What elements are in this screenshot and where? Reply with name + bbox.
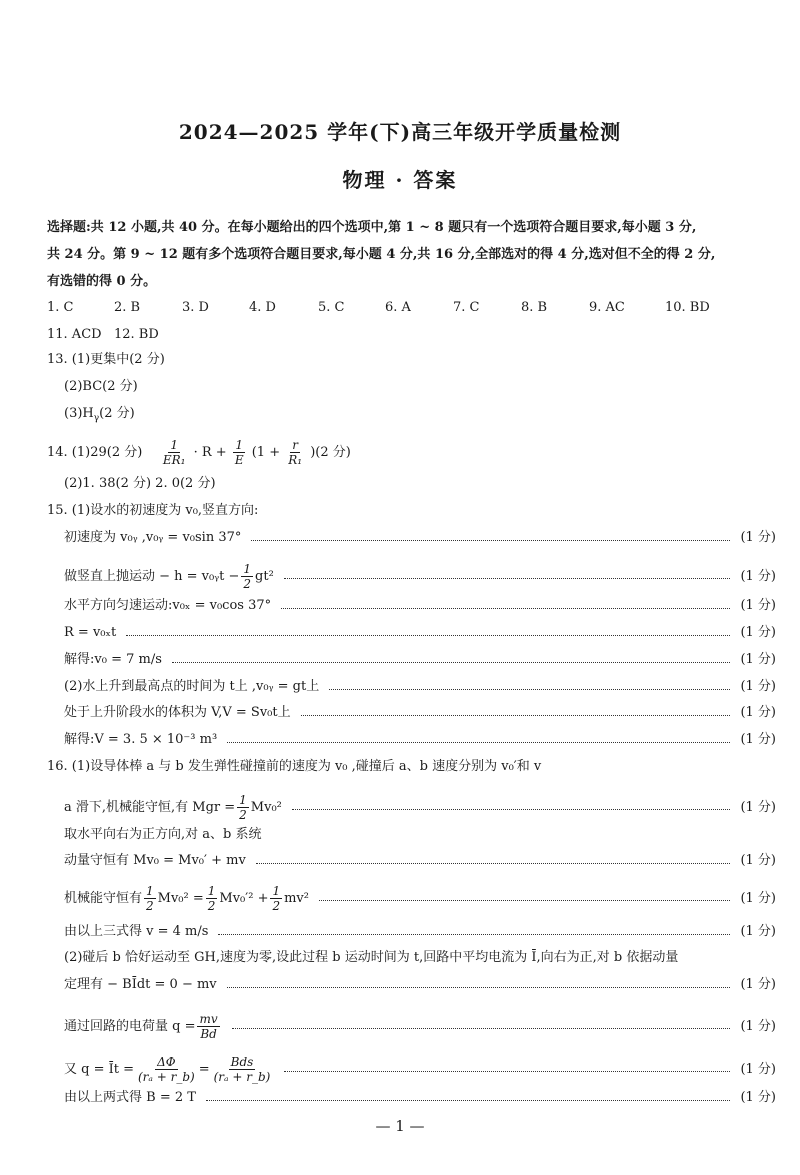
fraction: $\frac{r}{\text{R₁}}$ <box>288 438 303 467</box>
choice-answer: 7. C <box>453 300 480 315</box>
q16-line: 取水平向右为正方向,对 a、b 系统 <box>64 827 262 842</box>
page-title: 2024—2025 学年(下)高三年级开学质量检测 <box>178 120 622 144</box>
answer-step: 动量守恒有 Mv₀ = Mv₀′ + mv (1 分) <box>64 853 776 868</box>
answer-step: 解得:v₀ = 7 m/s (1 分) <box>64 652 776 667</box>
q13-line: (2)BC(2 分) <box>64 379 138 394</box>
answer-step: 定理有 − BĪdt = 0 − mv (1 分) <box>64 977 776 992</box>
choice-answer: 10. BD <box>665 300 710 315</box>
page-number: — 1 — <box>375 1117 425 1135</box>
answer-step: 水平方向匀速运动:v₀ₓ = v₀cos 37° (1 分) <box>64 598 776 613</box>
answer-step: (2)水上升到最高点的时间为 t上 ,v₀ᵧ = gt上 (1 分) <box>64 679 776 694</box>
fraction: $\frac{1}{E}$ <box>234 438 244 467</box>
answer-step: 机械能守恒有 $\frac{1}{2}$ Mv₀² = $\frac{1}{2}$ Mv₀′² + $\frac{1}{2}$ mv² (1 分) <box>64 884 776 913</box>
q14-line: (2)1. 38(2 分) 2. 0(2 分) <box>64 476 216 491</box>
q16-heading: 16. (1)设导体棒 a 与 b 发生弹性碰撞前的速度为 v₀ ,碰撞后 a、b 速度分别为 v₀′和 v <box>47 759 542 774</box>
answer-step: 又 q = Īt = $\frac{\Delta\Phi}{\text{(rₐ + r\_b)}}$ = $\frac{\text{Bds}}{\text{(rₐ + r\_b)}}$ (1 分) <box>64 1055 776 1084</box>
q16-line: (2)碰后 b 恰好运动至 GH,速度为零,设此过程 b 运动时间为 t,回路中平均电流为 Ī,向右为正,对 b 依据动量 <box>64 950 679 965</box>
q15-heading: 15. (1)设水的初速度为 v₀,竖直方向: <box>47 503 259 518</box>
intro-line: 选择题:共 12 小题,共 40 分。在每小题给出的四个选项中,第 1 ~ 8 题只有一个选项符合题目要求,每小题 3 分, <box>47 220 697 235</box>
q13-line: $(3)H_\gamma(2$ 分) <box>64 406 135 424</box>
page-subtitle: 物理 · 答案 <box>342 168 458 192</box>
answer-step: a 滑下,机械能守恒,有 Mgr = $\frac{1}{2}$ Mv₀² (1 分) <box>64 793 776 822</box>
choice-answer: 3. D <box>182 300 209 315</box>
choice-answer: 8. B <box>521 300 548 315</box>
choice-answer: 2. B <box>114 300 141 315</box>
answer-step: 做竖直上抛运动 − h = v₀ᵧt − $\frac{1}{2}$ gt² (1 分) <box>64 562 776 591</box>
choice-answer: 9. AC <box>589 300 625 315</box>
intro-line: 有选错的得 0 分。 <box>47 274 157 289</box>
answer-step: R = v₀ₓt (1 分) <box>64 625 776 640</box>
choice-answer: 6. A <box>385 300 411 315</box>
fraction: $\frac{1}{\text{ER₁}}$ <box>162 438 186 467</box>
answer-step: 由以上两式得 B = 2 T (1 分) <box>64 1090 776 1105</box>
intro-line: 共 24 分。第 9 ~ 12 题有多个选项符合题目要求,每小题 4 分,共 16 分,全部选对的得 4 分,选对但不全的得 2 分, <box>47 247 716 262</box>
choice-answer: 5. C <box>318 300 345 315</box>
choice-answer: 12. BD <box>114 327 159 342</box>
choice-answer: 11. ACD <box>47 327 102 342</box>
answer-step: 初速度为 v₀ᵧ ,v₀ᵧ = v₀sin 37° (1 分) <box>64 530 776 545</box>
choice-answer: 4. D <box>249 300 276 315</box>
q14-line: 14. (1)29(2 分) $\frac{1}{\text{ER₁}}$ · R + $\frac{1}{E}$ (1 + $\frac{r}{\text{R₁}}$ )(2 分) <box>47 438 351 467</box>
q13-line: 13. (1)更集中(2 分) <box>47 352 165 367</box>
answer-step: 处于上升阶段水的体积为 V,V = Sv₀t上 (1 分) <box>64 705 776 720</box>
answer-step: 通过回路的电荷量 q = $\frac{mv}{Bd}$ (1 分) <box>64 1012 776 1041</box>
answer-step: 解得:V = 3. 5 × 10⁻³ m³ (1 分) <box>64 732 776 747</box>
answer-step: 由以上三式得 v = 4 m/s (1 分) <box>64 924 776 939</box>
choice-answer: 1. C <box>47 300 74 315</box>
